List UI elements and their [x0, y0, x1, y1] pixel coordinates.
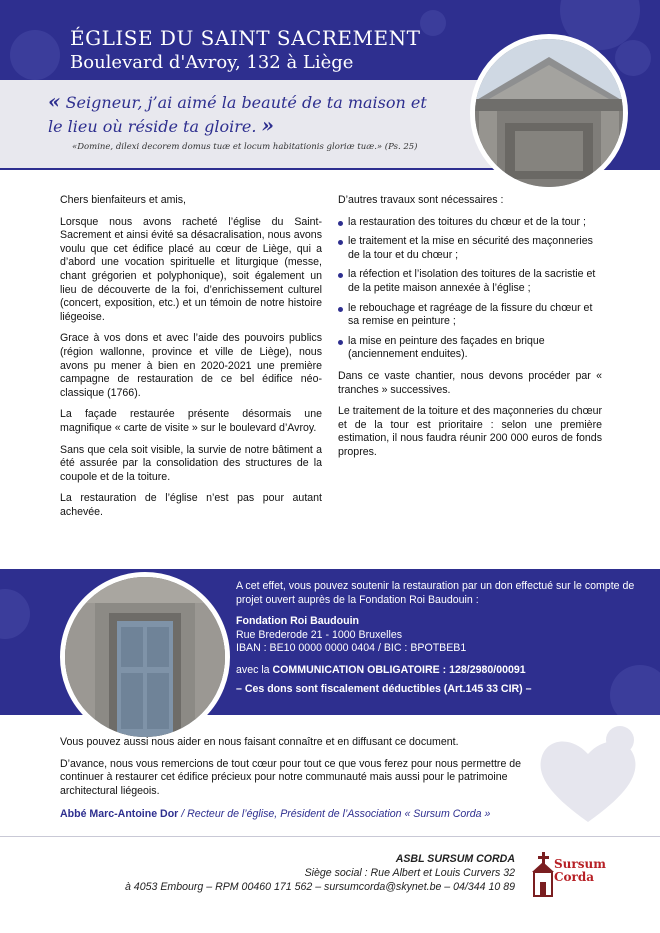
title-address: Boulevard d'Avroy, 132 à Liège — [70, 52, 354, 73]
donation-info — [236, 580, 636, 697]
paragraph: La restauration de l’église n’est pas pour autant achevée. — [60, 492, 322, 518]
list-item: le rebouchage et ragréage de la fissure du chœur et sa remise en peinture ; — [338, 302, 602, 329]
title-church: ÉGLISE DU SAINT SACREMENT — [70, 26, 421, 50]
footer — [60, 852, 515, 894]
quote-body: Seigneur, j’ai aimé la beauté de ta maison et le lieu où réside ta gloire. — [48, 93, 427, 136]
paragraph: Vous pouvez aussi nous aider en nous faisant connaître et en diffusant ce document. — [60, 736, 459, 748]
letter-left-column — [60, 194, 322, 527]
communication-line — [236, 664, 636, 678]
foundation-address: Rue Brederode 21 - 1000 Bruxelles — [236, 628, 403, 641]
logo-wordmark — [554, 858, 606, 884]
facade-photo — [470, 34, 628, 192]
list-item: le traitement et la mise en sécurité des maçonneries de la tour et du chœur ; — [338, 235, 602, 262]
quote-latin: «Domine, dilexi decorem domus tuæ et locum habitationis gloriæ tuæ.» (Ps. 25) — [72, 142, 418, 152]
decor-circle — [0, 589, 30, 639]
paragraph: Lorsque nous avons racheté l’église du Saint-Sacrement et ainsi évité sa désacralisation, nous avons voulu que cet édifice placé au cœur de Liège, qui a d’abord une vocation spirituelle et liturgique (messe, chant grégorien et polyphonique), soit également un lieu de découverte de la foi, d’enrichissement culturel (concert, exposition, etc.) et un témoin de notre histoire liégeoise. — [60, 215, 322, 323]
signature — [60, 808, 580, 820]
communication-reference: COMMUNICATION OBLIGATOIRE : 128/2980/00091 — [272, 663, 526, 676]
salutation: Chers bienfaiteurs et amis, — [60, 194, 187, 206]
quote-open-mark: « — [48, 89, 61, 113]
contact-line: à 4053 Embourg – RPM 00460 171 562 – sursumcorda@skynet.be – 04/344 10 89 — [124, 881, 515, 893]
letter-right-column — [338, 194, 602, 468]
paragraph: Le traitement de la toiture et des maçonneries du chœur et de la tour est prioritaire : selon une première estimation, il nous faudra réunir 200 000 euros de fonds propres. — [338, 405, 602, 458]
church-door-photo — [60, 572, 230, 742]
facade-photo-image — [475, 39, 623, 187]
logo-line-1: Sursum — [554, 857, 606, 871]
list-item: la restauration des toitures du chœur et de la tour ; — [338, 216, 602, 230]
logo-line-2: Corda — [554, 870, 595, 884]
foundation-name: Fondation Roi Baudouin — [236, 615, 359, 627]
church-door-image — [65, 577, 225, 737]
works-intro: D’autres travaux sont nécessaires : — [338, 194, 504, 206]
paragraph: La façade restaurée présente désormais une magnifique « carte de visite » sur le boulevard d’Avroy. — [60, 408, 322, 434]
works-list — [338, 216, 602, 362]
donation-intro: A cet effet, vous pouvez soutenir la restauration par un don effectué sur le compte de projet ouvert auprès de la Fondation Roi Baudouin : — [236, 580, 635, 606]
heart-icon — [528, 722, 648, 832]
footer-divider — [0, 836, 660, 837]
signer-role: / Recteur de l’église, Président de l’Association « Sursum Corda » — [181, 808, 491, 820]
decor-circle — [10, 30, 60, 80]
closing-text — [60, 736, 550, 806]
association-name: ASBL SURSUM CORDA — [395, 853, 515, 865]
paragraph: Grace à vos dons et avec l’aide des pouvoirs publics (région wallonne, province et ville de Liège), nous avons pu mener à bien en 2020-2021 une première campagne de restauration de ce bel édifice néo-classique (1766). — [60, 332, 322, 399]
bank-details: IBAN : BE10 0000 0000 0404 / BIC : BPOTBEB1 — [236, 642, 467, 654]
communication-prefix: avec la — [236, 663, 270, 676]
paragraph: D’avance, nous vous remercions de tout cœur pour tout ce que vous ferez pour nous permettre de continuer à restaurer cet édifice précieux pour notre communauté mais aussi pour le patrimoine architectural liégeois. — [60, 757, 522, 797]
tax-deductible-note: – Ces dons sont fiscalement déductibles (Art.145 33 CIR) – — [236, 683, 532, 695]
list-item: la réfection et l’isolation des toitures de la sacristie et de la petite maison annexée à l’église ; — [338, 268, 602, 295]
list-item: la mise en peinture des façades en brique (anciennement enduites). — [338, 335, 602, 362]
registered-office: Siège social : Rue Albert et Louis Curvers 32 — [304, 867, 515, 879]
paragraph: Sans que cela soit visible, la survie de notre bâtiment a été assurée par la consolidation des structures de la coupole et de la toiture. — [60, 443, 322, 483]
decor-circle — [615, 40, 651, 76]
quote-close-mark: » — [261, 113, 274, 137]
page-title — [70, 26, 430, 75]
signer-name: Abbé Marc-Antoine Dor — [60, 808, 179, 820]
quote-text — [48, 90, 428, 138]
paragraph: Dans ce vaste chantier, nous devons procéder par « tranches » successives. — [338, 369, 602, 396]
